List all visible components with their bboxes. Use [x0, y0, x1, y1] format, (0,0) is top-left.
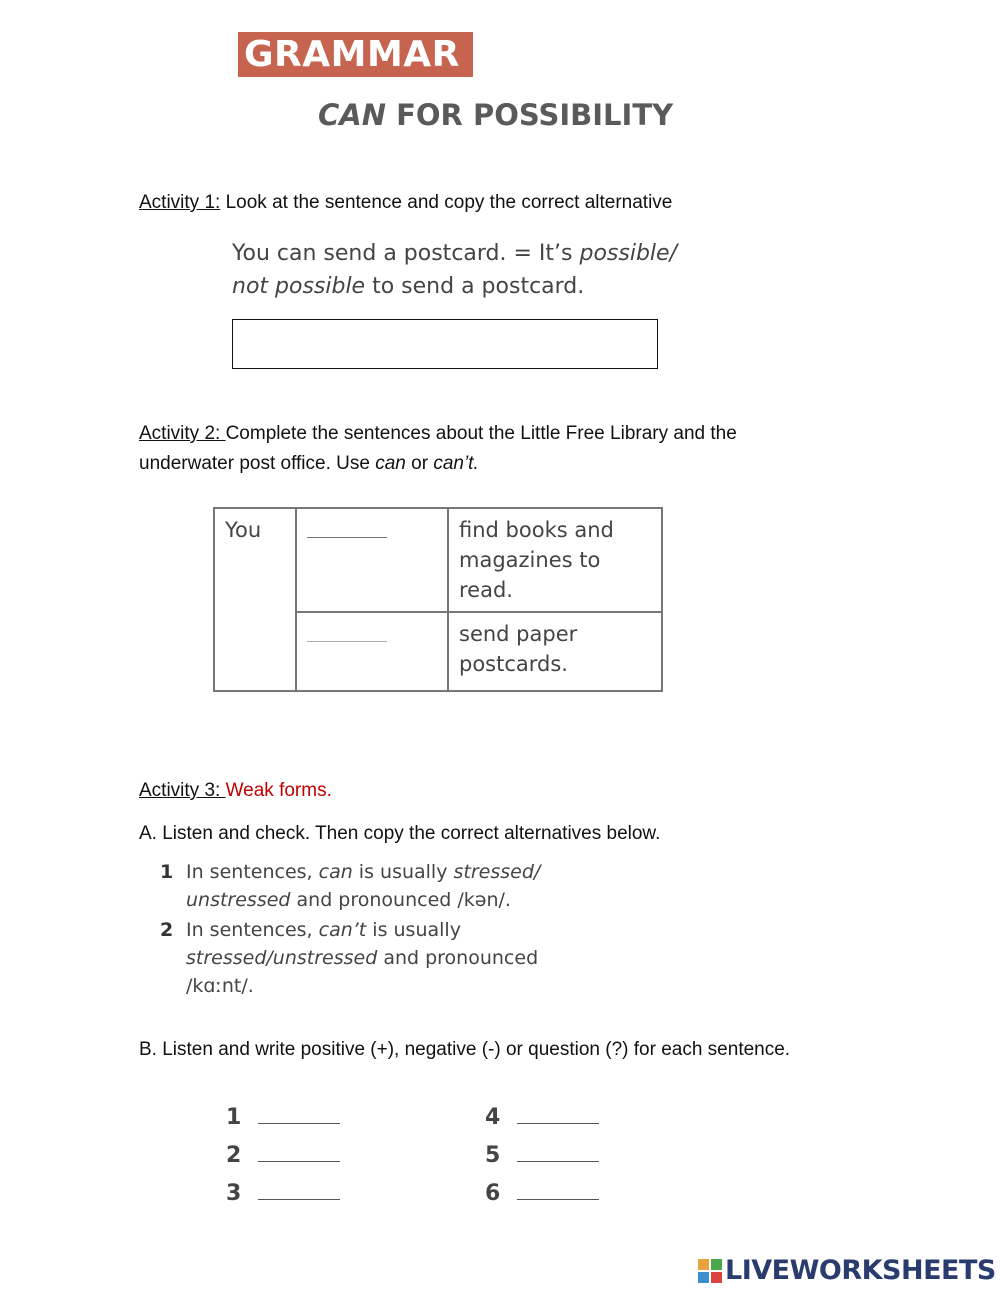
- activity2-label: Activity 2:: [139, 423, 226, 444]
- row1-text: find books and magazines to read.: [448, 508, 662, 612]
- activity1-heading: [139, 192, 672, 214]
- activity3-partA: A. Listen and check. Then copy the correct alternatives below.: [139, 823, 661, 844]
- answers-left: [226, 1092, 340, 1206]
- item-number: 1: [160, 861, 174, 883]
- liveworksheets-logo: [698, 1255, 996, 1286]
- answer-number: 5: [485, 1143, 501, 1168]
- word-or: or: [405, 453, 434, 474]
- activity3-partB: B. Listen and write positive (+), negative (-) or question (?) for each sentence.: [139, 1039, 791, 1060]
- answer-number: 6: [485, 1181, 501, 1206]
- grammar-banner: GRAMMAR: [238, 32, 473, 77]
- blank-line[interactable]: [307, 619, 387, 642]
- answer-number: 1: [226, 1105, 242, 1130]
- page-subtitle: [318, 98, 673, 132]
- answer-line[interactable]: [258, 1199, 340, 1200]
- item-text: In sentences,: [186, 919, 319, 941]
- example-option: possible/: [579, 241, 677, 266]
- activity2-instruction: underwater post office. Use: [139, 453, 376, 474]
- item-word: can’t: [318, 919, 367, 941]
- activity2-instruction: Complete the sentences about the Little Free Library and the: [225, 423, 737, 444]
- activity3-title: Weak forms.: [225, 780, 332, 801]
- item-text: /kɑːnt/.: [186, 975, 254, 997]
- word-cant: can’t.: [433, 453, 479, 474]
- row2-text: send paper postcards.: [448, 612, 662, 691]
- subtitle-rest: FOR POSSIBILITY: [386, 98, 674, 132]
- item-text: and pronounced: [377, 947, 539, 969]
- item-option: stressed/unstressed: [186, 947, 378, 969]
- item-option: stressed/: [453, 861, 541, 883]
- activity3-label: Activity 3:: [139, 780, 226, 801]
- answer-line[interactable]: [517, 1123, 599, 1124]
- activity1-example: [232, 237, 677, 303]
- logo-squares-icon: [698, 1259, 722, 1283]
- item-text: and pronounced /kən/.: [290, 889, 511, 911]
- blank-cell-1[interactable]: [296, 508, 448, 612]
- word-can: can: [375, 453, 406, 474]
- activity1-answer-input[interactable]: [232, 319, 658, 369]
- activity3-heading: [139, 780, 332, 802]
- answer-number: 2: [226, 1143, 242, 1168]
- item-text: In sentences,: [186, 861, 319, 883]
- item-number: 2: [160, 919, 174, 941]
- item-text: is usually: [366, 919, 461, 941]
- activity1-instruction: Look at the sentence and copy the correct alternative: [220, 192, 673, 213]
- subtitle-can: CAN: [318, 98, 386, 132]
- activity2-heading: [139, 419, 737, 479]
- item-word: can: [318, 861, 353, 883]
- item-option: unstressed: [186, 889, 291, 911]
- logo-text: LIVEWORKSHEETS: [725, 1255, 996, 1286]
- example-text: to send a postcard.: [365, 274, 585, 299]
- answer-line[interactable]: [258, 1161, 340, 1162]
- answer-line[interactable]: [258, 1123, 340, 1124]
- item-text: is usually: [352, 861, 454, 883]
- example-option: not possible: [232, 274, 366, 299]
- answer-line[interactable]: [517, 1161, 599, 1162]
- activity1-label: Activity 1:: [139, 192, 221, 213]
- blank-cell-2[interactable]: [296, 612, 448, 691]
- subject-cell: You: [214, 508, 296, 691]
- weak-forms-list: [160, 858, 540, 1000]
- answer-line[interactable]: [517, 1199, 599, 1200]
- answer-number: 3: [226, 1181, 242, 1206]
- example-text: You can send a postcard. = It’s: [232, 241, 580, 266]
- answer-number: 4: [485, 1105, 501, 1130]
- answers-right: [485, 1092, 599, 1206]
- blank-line[interactable]: [307, 515, 387, 538]
- activity2-table: [213, 507, 663, 692]
